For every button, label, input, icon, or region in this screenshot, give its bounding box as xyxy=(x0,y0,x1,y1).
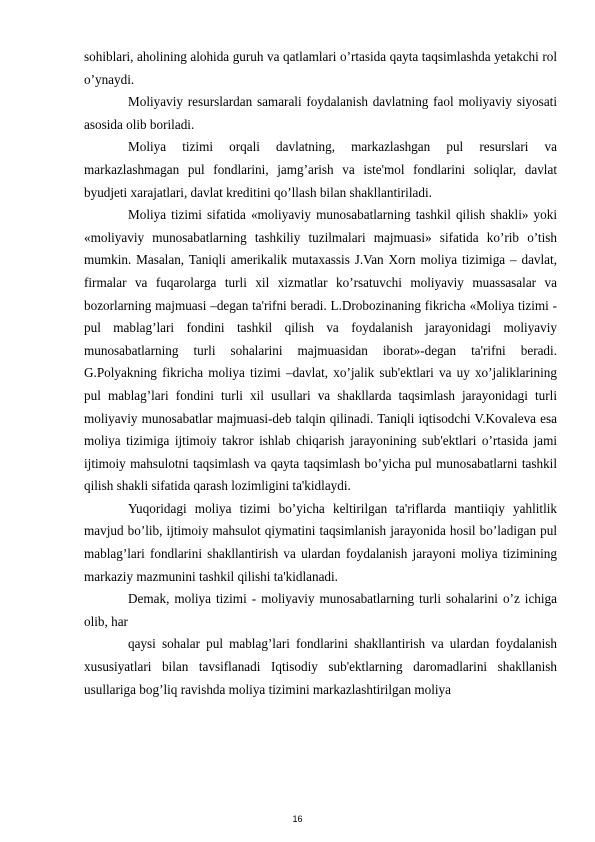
paragraph-7: qaysi sohalar pul mablag’lari fondlarini shakllantirish va ulardan foydalanish xususiyatlari bilan tavsiflanadi Iqtisodiy sub'ektlarning daromadlarini shakllanish usullariga bog’liq ravishda moliya tizimini markazlashtirilgan moliya xyxy=(84,636,557,697)
document-page xyxy=(84,46,557,701)
paragraph-6: Demak, moliya tizimi - moliyaviy munosabatlarning turli sohalarini o’z ichiga olib, har xyxy=(84,591,557,629)
paragraph-1: sohiblari, aholining alohida guruh va qatlamlari o’rtasida qayta taqsimlashda yetakchi rol o’ynaydi. xyxy=(84,49,557,87)
page-number: 16 xyxy=(292,814,303,824)
paragraph-2: Moliyaviy resurslardan samarali foydalanish davlatning faol moliyaviy siyosati asosida olib boriladi. xyxy=(84,94,557,132)
paragraph-5: Yuqoridagi moliya tizimi bo’yicha keltirilgan ta'riflarda mantiiqiy yahlitlik mavjud bo’lib, ijtimoiy mahsulot qiymatini taqsimlanish jarayonida hosil bo’ladigan pul mablag’lari fondlarini shakllantirish va ulardan foydalanish jarayoni moliya tizimining markaziy mazmunini tashkil qilishi ta'kidlanadi. xyxy=(84,500,557,584)
paragraph-3: Moliya tizimi orqali davlatning, markazlashgan pul resurslari va markazlashmagan pul fondlarini, jamg’arish va iste'mol fondlarini soliqlar, davlat byudjeti xarajatlari, davlat kreditini qo’llash bilan shakllantiriladi. xyxy=(84,139,557,200)
paragraph-4: Moliya tizimi sifatida «moliyaviy munosabatlarning tashkil qilish shakli» yoki «moliyaviy munosabatlarning tashkiliy tuzilmalari majmuasi» sifatida ko’rib o’tish mumkin. Masalan, Taniqli amerikalik mutaxassis J.Van Xorn moliya tizimiga – davlat, firmalar va fuqarolarga turli xil xizmatlar ko’rsatuvchi moliyaviy muassasalar va bozorlarning majmuasi –degan ta'rifni beradi. L.Drobozinaning fikricha «Moliya tizimi - pul mablag’lari fondini tashkil qilish va foydalanish jarayonidagi moliyaviy munosabatlarning turli sohalarini majmuasidan iborat»-degan ta'rifni beradi. G.Polyakning fikricha moliya tizimi –davlat, xo’jalik sub'ektlari va uy xo’jaliklarining pul mablag’lari fondini turli xil usullari va shakllarda taqsimlash jarayonidagi turli moliyaviy munosabatlar majmuasi-deb talqin qilinadi. Taniqli iqtisodchi V.Kovaleva esa moliya tizimiga ijtimoiy takror ishlab chiqarish jarayonining sub'ektlari o’rtasida jami ijtimoiy mahsulotni taqsimlash va qayta taqsimlash bo’yicha pul munosabatlarni tashkil qilish shakli sifatida qarash lozimligini ta'kidlaydi. xyxy=(84,207,557,494)
